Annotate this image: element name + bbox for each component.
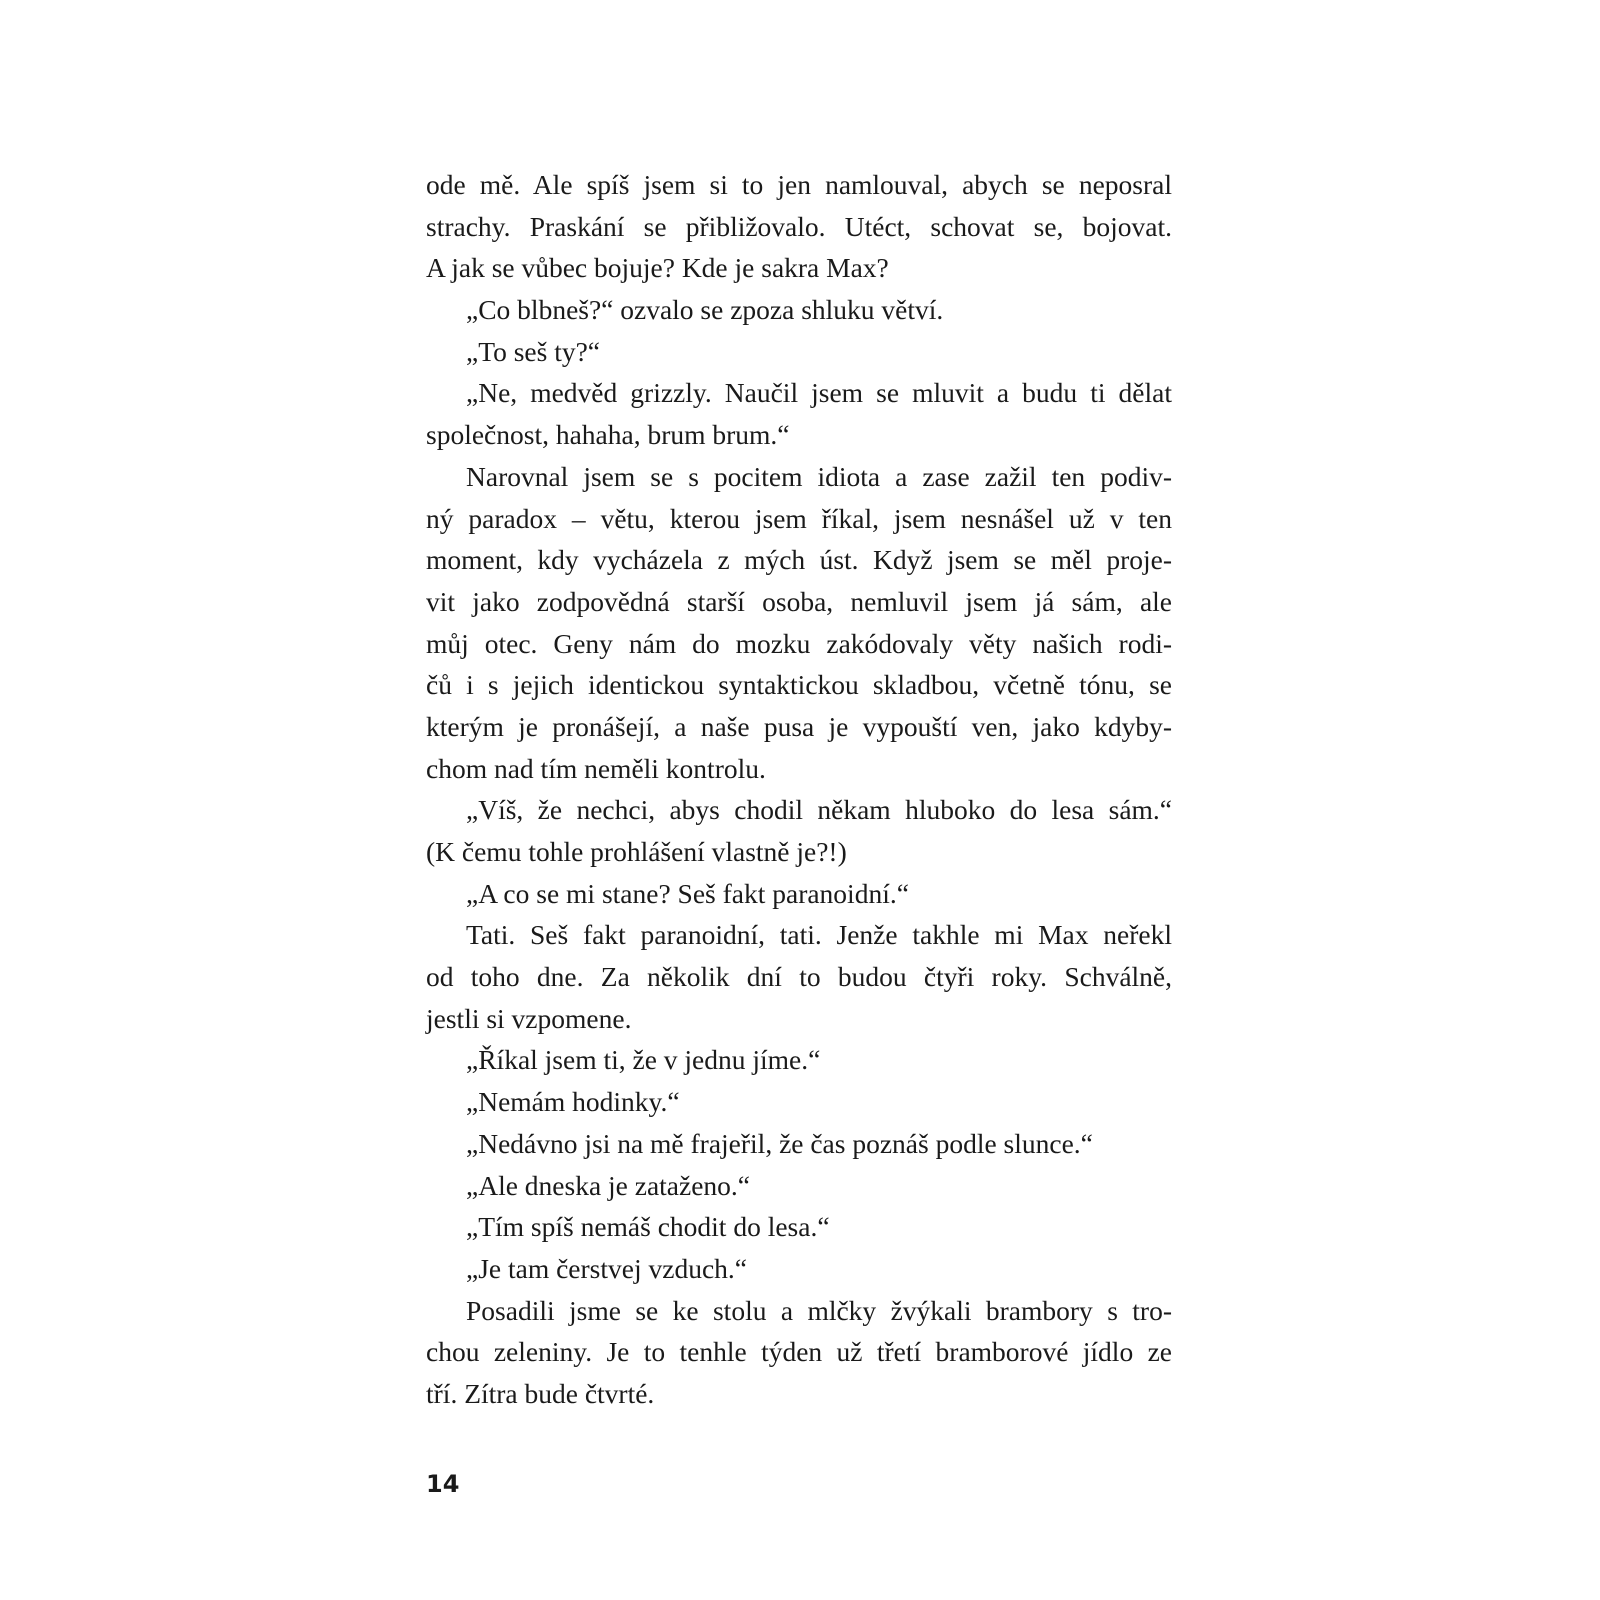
text-line: „Ale dneska je zataženo.“ — [466, 1169, 750, 1201]
text-line: Posadili jsme se ke stolu a mlčky žvýkali brambory s tro- — [466, 1294, 1172, 1326]
text-line: ný paradox – větu, kterou jsem říkal, jsem nesnášel už v ten — [426, 502, 1172, 534]
text-line: A jak se vůbec bojuje? Kde je sakra Max? — [426, 252, 889, 284]
text-line: tří. Zítra bude čtvrté. — [426, 1377, 655, 1409]
text-line: (K čemu tohle prohlášení vlastně je?!) — [426, 836, 847, 867]
text-line: chou zeleniny. Je to tenhle týden už třetí bramborové jídlo ze — [426, 1336, 1172, 1368]
text-line: „Nedávno jsi na mě frajeřil, že čas poznáš podle slunce.“ — [466, 1127, 1093, 1159]
text-line: kterým je pronášejí, a naše pusa je vypouští ven, jako kdyby- — [426, 710, 1172, 742]
text-line: „A co se mi stane? Seš fakt paranoidní.“ — [466, 877, 909, 909]
text-line: „Nemám hodinky.“ — [466, 1086, 680, 1118]
text-line: jestli si vzpomene. — [426, 1002, 632, 1034]
text-line: společnost, hahaha, brum brum.“ — [426, 419, 790, 451]
text-line: od toho dne. Za několik dní to budou čtyři roky. Schválně, — [426, 961, 1172, 993]
text-line: ode mě. Ale spíš jsem si to jen namlouval, abych se neposral — [426, 169, 1172, 200]
text-line: „Je tam čerstvej vzduch.“ — [466, 1252, 747, 1284]
text-line: „Tím spíš nemáš chodit do lesa.“ — [466, 1211, 830, 1243]
body-text — [426, 164, 1172, 1415]
text-line: „Ne, medvěd grizzly. Naučil jsem se mluvit a budu ti dělat — [466, 377, 1172, 409]
text-line: strachy. Praskání se přibližovalo. Utéct, schovat se, bojovat. — [426, 210, 1172, 242]
text-line: vit jako zodpovědná starší osoba, nemluvil jsem já sám, ale — [426, 585, 1172, 617]
text-line: Narovnal jsem se s pocitem idiota a zase zažil ten podiv- — [466, 460, 1172, 492]
text-line: „Víš, že nechci, abys chodil někam hluboko do lesa sám.“ — [466, 794, 1172, 826]
text-line: moment, kdy vycházela z mých úst. Když jsem se měl proje- — [426, 544, 1172, 576]
text-line: chom nad tím neměli kontrolu. — [426, 752, 766, 784]
text-line: „Říkal jsem ti, že v jednu jíme.“ — [466, 1044, 821, 1076]
text-line: „Co blbneš?“ ozvalo se zpoza shluku větví. — [466, 294, 944, 326]
text-line: „To seš ty?“ — [466, 335, 600, 367]
page-number: 14 — [426, 1470, 460, 1498]
text-line: můj otec. Geny nám do mozku zakódovaly věty našich rodi- — [426, 627, 1172, 659]
text-line: Tati. Seš fakt paranoidní, tati. Jenže takhle mi Max neřekl — [466, 919, 1172, 951]
text-line: čů i s jejich identickou syntaktickou skladbou, včetně tónu, se — [426, 669, 1172, 701]
